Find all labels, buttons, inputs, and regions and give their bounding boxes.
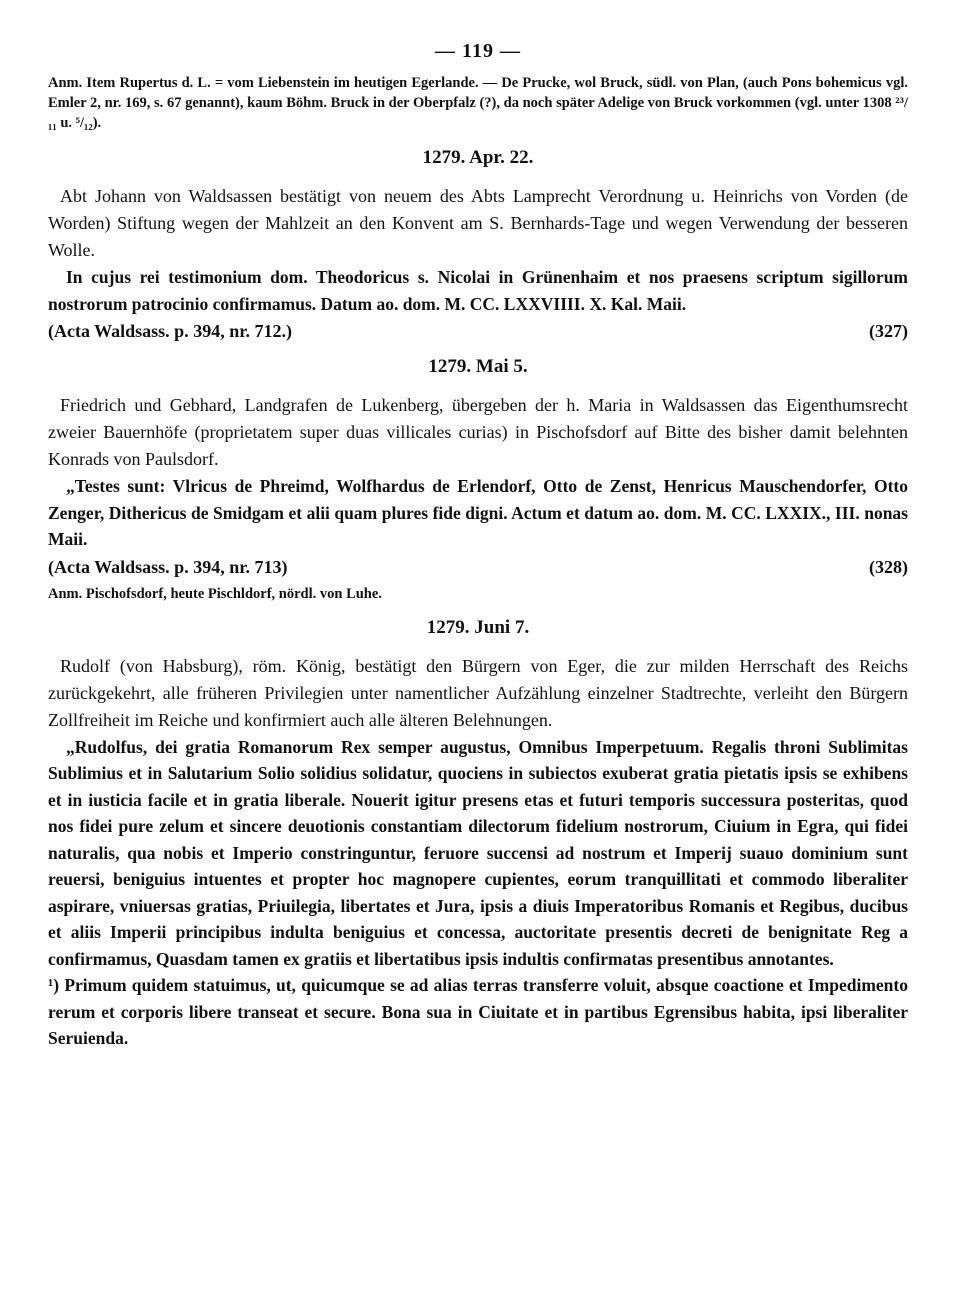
entry-quote: „Testes sunt: Vlricus de Phreimd, Wolfhardus de Erlendorf, Otto de Zenst, Henricus Mauschendorfer, Otto Zenger, Dithericus de Smidgam et alii quam plures fide digni. Actum et datum ao. dom. M. CC. LXXIX., III. nonas Maii. <box>48 476 908 549</box>
entry-summary: Friedrich und Gebhard, Landgrafen de Lukenberg, übergeben der h. Maria in Waldsassen das Eigenthumsrecht zweier Bauernhöfe (proprietatem super duas villicales curias) in Pischofsdorf auf Bitte des bisher damit belehnten Konrads von Paulsdorf. <box>48 395 908 469</box>
document-page <box>48 40 908 1052</box>
entry-citation: (Acta Waldsass. p. 394, nr. 712.) <box>48 321 293 341</box>
entry-date: 1279. Mai 5. <box>428 356 528 377</box>
entry-citation: (Acta Waldsass. p. 394, nr. 713) <box>48 556 288 577</box>
entry-number: (327) <box>869 321 908 341</box>
annotation-note: Anm. Item Rupertus d. L. = vom Liebenstein im heutigen Egerlande. — De Prucke, wol Bruck, südl. von Plan, (auch Pons bohemicus vgl. Emler 2, nr. 169, s. 67 genannt), kaum Böhm. Bruck in der Oberpfalz (?), da noch später Adelige von Bruck vorkommen (vgl. unter 1308 ²³/₁₁ u. ⁵/₁₂). <box>48 75 908 131</box>
entry-number: (328) <box>869 556 908 577</box>
page-number: — 119 — <box>435 40 521 62</box>
entry-citation-row <box>48 321 908 342</box>
entry-footnote: ¹) Primum quidem statuimus, ut, quicumque se ad alias terras transferre voluit, absque coactione et Impedimento rerum et corporis libere transeat et secure. Bona sua in Ciuitate et in partibus Egrensibus habita, ipsi liberaliter Seruienda. <box>48 975 908 1048</box>
entry-quote: „Rudolfus, dei gratia Romanorum Rex semper augustus, Omnibus Imperpetuum. Regalis throni Sublimitas Sublimius et in Salutarium Solio solidius solidatur, quociens in subiectos exuberat gratia pietatis ipsis se exhibens et in iusticia facile et in gratia liberale. Nouerit igitur presens etas et futuri temporis successura posteritas, quod nos fidei pure zelum et sincere deuotionis constantiam dilectorum fidelium nostrorum, Ciuium in Egra, qui fidei naturalis, qua nobis et Imperio constringuntur, feruore succensi ad nostrum et Imperij suauo dominium sunt reuersi, beniguius intuentes et propter hoc magnopere cupientes, eorum tranquillitati et commodo liberaliter aspirare, vniuersas gratias, Priuilegia, libertates et Jura, ipsis a diuis Imperatoribus Romanis et Regibus, ducibus et aliis Imperii principibus indulta beniguius et concessa, auctoritate presentis decreti de benignitate Reg a confirmamus, Quasdam tamen ex gratiis et libertatibus ipsis indultis confirmatas presentibus annotantes. <box>48 736 908 969</box>
entry-citation-row <box>48 557 908 578</box>
entry-date: 1279. Apr. 22. <box>422 147 534 168</box>
entry-summary: Rudolf (von Habsburg), röm. König, bestätigt den Bürgern von Eger, die zur milden Herrschaft des Reichs zurückgekehrt, alle früheren Privilegien unter namentlicher Aufzählung einzelner Stadtrechte, verleiht den Bürgern Zollfreiheit im Reiche und konfirmiert auch alle älteren Belehnungen. <box>48 655 908 730</box>
entry-summary: Abt Johann von Waldsassen bestätigt von neuem des Abts Lamprecht Verordnung u. Heinrichs von Vorden (de Worden) Stiftung wegen der Mahlzeit an den Konvent am S. Bernhards-Tage und wegen Verwendung der besseren Wolle. <box>48 186 908 260</box>
entry-date: 1279. Juni 7. <box>426 616 530 638</box>
entry-quote: In cujus rei testimonium dom. Theodoricus s. Nicolai in Grünenhaim et nos praesens scriptum sigillorum nostrorum patrocinio confirmamus. Datum ao. dom. M. CC. LXXVIIII. X. Kal. Maii. <box>48 267 908 314</box>
entry-annotation: Anm. Pischofsdorf, heute Pischldorf, nördl. von Luhe. <box>48 585 382 602</box>
